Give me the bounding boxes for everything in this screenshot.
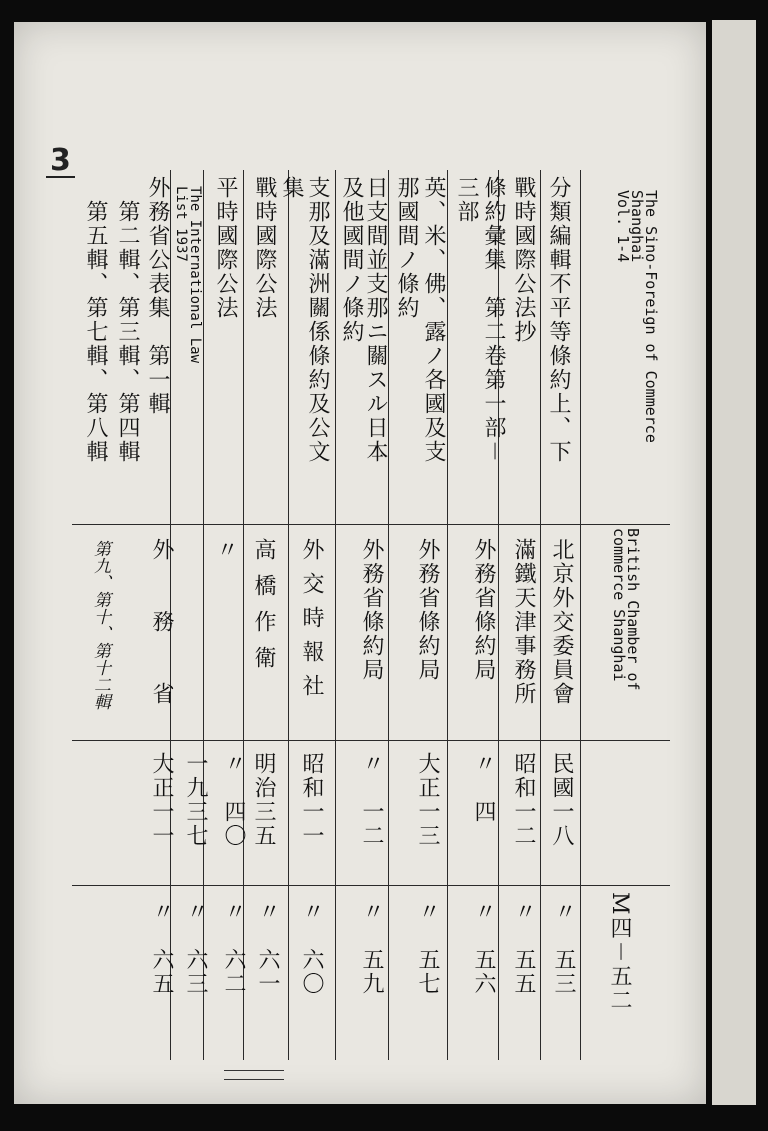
title-entry: 條約彙集 第二卷第一部－ [481,176,506,465]
title-entry: 平時國際公法 [213,176,238,320]
ref-entry: 〃 六五 [149,900,174,996]
title-entry: 分類編輯不平等條約上、下 [546,176,571,464]
title-entry: 那國間ノ條約 [394,176,419,320]
title-entry: 日支間並支那ニ關スル日本 [363,176,388,464]
year-entry: 民國一八 [549,752,574,848]
ref-entry: 〃 六二 [221,900,246,996]
year-entry: 〃 一二 [359,752,384,848]
year-entry: 一九三七 [183,752,208,848]
title-line: The International Law [187,186,203,364]
publisher-entry: 北京外交委員會 [549,538,574,706]
publisher-entry: 外交時報社 [299,538,324,708]
ref-entry: 〃 五九 [359,900,384,996]
ref-entry: 〃 五七 [415,900,440,996]
title-entry: 三部 [454,176,479,224]
title-entry: 外務省公表集 第一輯 [145,176,170,416]
adjacent-page-edge [712,20,756,1105]
ref-entry: M四－五二 [607,892,632,1013]
title-entry: 第二輯、第三輯、第四輯 [115,200,140,464]
year-entry: 大正一三 [415,752,440,848]
title-international-law [174,186,202,363]
publisher-entry: 高橋作衛 [251,538,276,682]
title-line: Vol. 1-4 [614,190,632,263]
title-english-sino-foreign [616,190,658,443]
publisher-entry: 外務省條約局 [471,538,496,682]
title-entry: 戰時國際公法 [252,176,277,320]
year-entry: 〃 四〇 [221,752,246,848]
title-line: The Sino-Foreign of Commerce [642,190,660,443]
title-entry: 及他國間ノ條約 [339,176,364,344]
year-entry: 昭和一一 [299,752,324,848]
publisher-line: commerce Shanghai [610,528,628,682]
ref-entry: 〃 五六 [471,900,496,996]
year-entry: 昭和一二 [511,752,536,848]
year-entry: 大正一一 [149,752,174,848]
ref-entry: 〃 六三 [183,900,208,996]
year-entry: 〃 四 [471,752,496,824]
col-divider [580,170,581,1060]
publisher-entry: 外務省條約局 [415,538,440,682]
col-divider [288,170,289,1060]
title-line: Shanghai [628,190,646,263]
publisher-handwritten-note: 第九、第十、第十二輯 [90,540,110,710]
title-entry: 英、米、佛、露ノ各國及支 [421,176,446,464]
title-line: List 1937 [173,186,189,262]
publisher-entry: 滿鐵天津事務所 [511,538,536,706]
publisher-line: British Chamber of [624,528,642,691]
publisher-british-chamber [612,528,640,691]
ref-entry: 〃 六一 [255,900,280,996]
publisher-entry: 外 務 省 [149,538,174,706]
title-entry: 支那及滿洲關係條約及公文 [305,176,330,464]
title-entry: 第五輯、第七輯、第八輯 [83,200,108,464]
ref-entry: 〃 五五 [511,900,536,996]
publisher-ditto: 〃 [213,538,238,562]
title-entry: 集 [279,176,304,200]
col-divider [540,170,541,1060]
bottom-rule-mark [224,1070,284,1080]
title-entry: 戰時國際公法抄 [511,176,536,344]
publisher-entry: 外務省條約局 [359,538,384,682]
ref-entry: 〃 五三 [551,900,576,996]
page-number: 3 [46,146,75,178]
year-entry: 明治三五 [251,752,276,848]
ref-entry: 〃 六〇 [299,900,324,996]
